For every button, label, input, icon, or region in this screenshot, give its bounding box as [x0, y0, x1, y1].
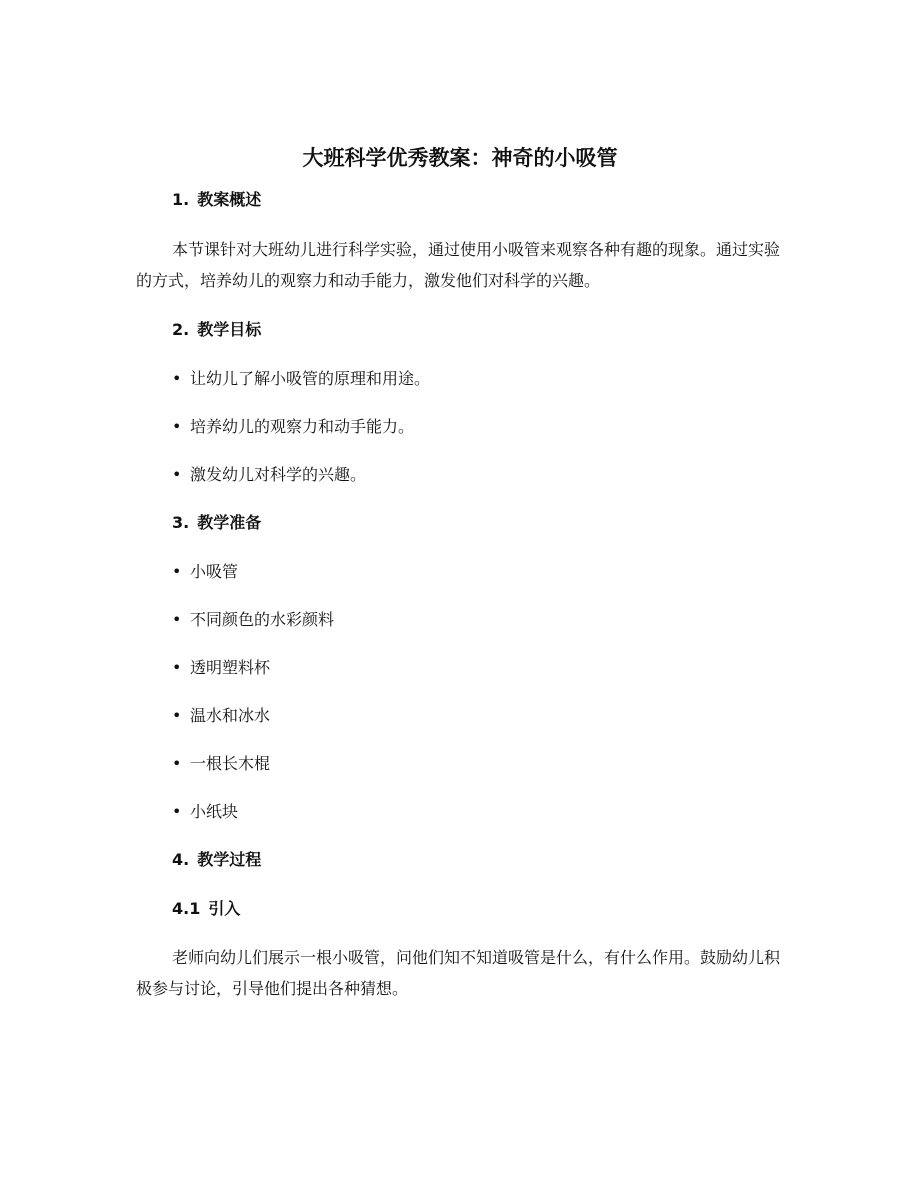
list-item — [172, 656, 270, 680]
list-item — [172, 752, 270, 776]
list-item — [172, 463, 366, 487]
list-item — [172, 800, 238, 824]
section-title: 教学准备 — [197, 513, 262, 532]
subsection-heading-4-1 — [172, 897, 240, 921]
section-number: 2. — [172, 320, 190, 339]
section-paragraph-4-1: 老师向幼儿们展示一根小吸管，问他们知不知道吸管是什么，有什么作用。鼓励幼儿积极参与讨论，引导他们提出各种猜想。 — [136, 948, 781, 998]
list-item — [172, 704, 270, 728]
bullet-icon: • — [172, 562, 182, 581]
document-title: 大班科学优秀教案：神奇的小吸管 — [302, 146, 618, 170]
section-title: 教案概述 — [197, 190, 262, 209]
section-heading-2 — [172, 318, 261, 342]
list-item-text: 不同颜色的水彩颜料 — [190, 610, 335, 629]
section-title: 引入 — [208, 899, 241, 918]
list-item-text: 小纸块 — [190, 802, 239, 821]
section-paragraph-1: 本节课针对大班幼儿进行科学实验，通过使用小吸管来观察各种有趣的现象。通过实验的方式，培养幼儿的观察力和动手能力，激发他们对科学的兴趣。 — [136, 240, 781, 290]
bullet-icon: • — [172, 369, 182, 388]
list-item — [172, 367, 430, 391]
section-title: 教学过程 — [197, 850, 262, 869]
section-number: 1. — [172, 190, 190, 209]
list-item — [172, 415, 414, 439]
bullet-icon: • — [172, 465, 182, 484]
section-title: 教学目标 — [197, 320, 262, 339]
section-number: 4. — [172, 850, 190, 869]
bullet-icon: • — [172, 417, 182, 436]
section-number: 3. — [172, 513, 190, 532]
bullet-icon: • — [172, 610, 182, 629]
list-item-text: 透明塑料杯 — [190, 658, 271, 677]
section-heading-1 — [172, 188, 261, 212]
section-number: 4.1 — [172, 899, 201, 918]
list-item — [172, 608, 334, 632]
bullet-icon: • — [172, 658, 182, 677]
list-item-text: 小吸管 — [190, 562, 239, 581]
list-item-text: 培养幼儿的观察力和动手能力。 — [190, 417, 415, 436]
bullet-icon: • — [172, 754, 182, 773]
section-heading-3 — [172, 511, 261, 535]
list-item-text: 让幼儿了解小吸管的原理和用途。 — [190, 369, 431, 388]
bullet-icon: • — [172, 802, 182, 821]
list-item-text: 激发幼儿对科学的兴趣。 — [190, 465, 367, 484]
list-item-text: 温水和冰水 — [190, 706, 271, 725]
section-heading-4 — [172, 848, 261, 872]
list-item-text: 一根长木棍 — [190, 754, 271, 773]
list-item — [172, 560, 238, 584]
bullet-icon: • — [172, 706, 182, 725]
